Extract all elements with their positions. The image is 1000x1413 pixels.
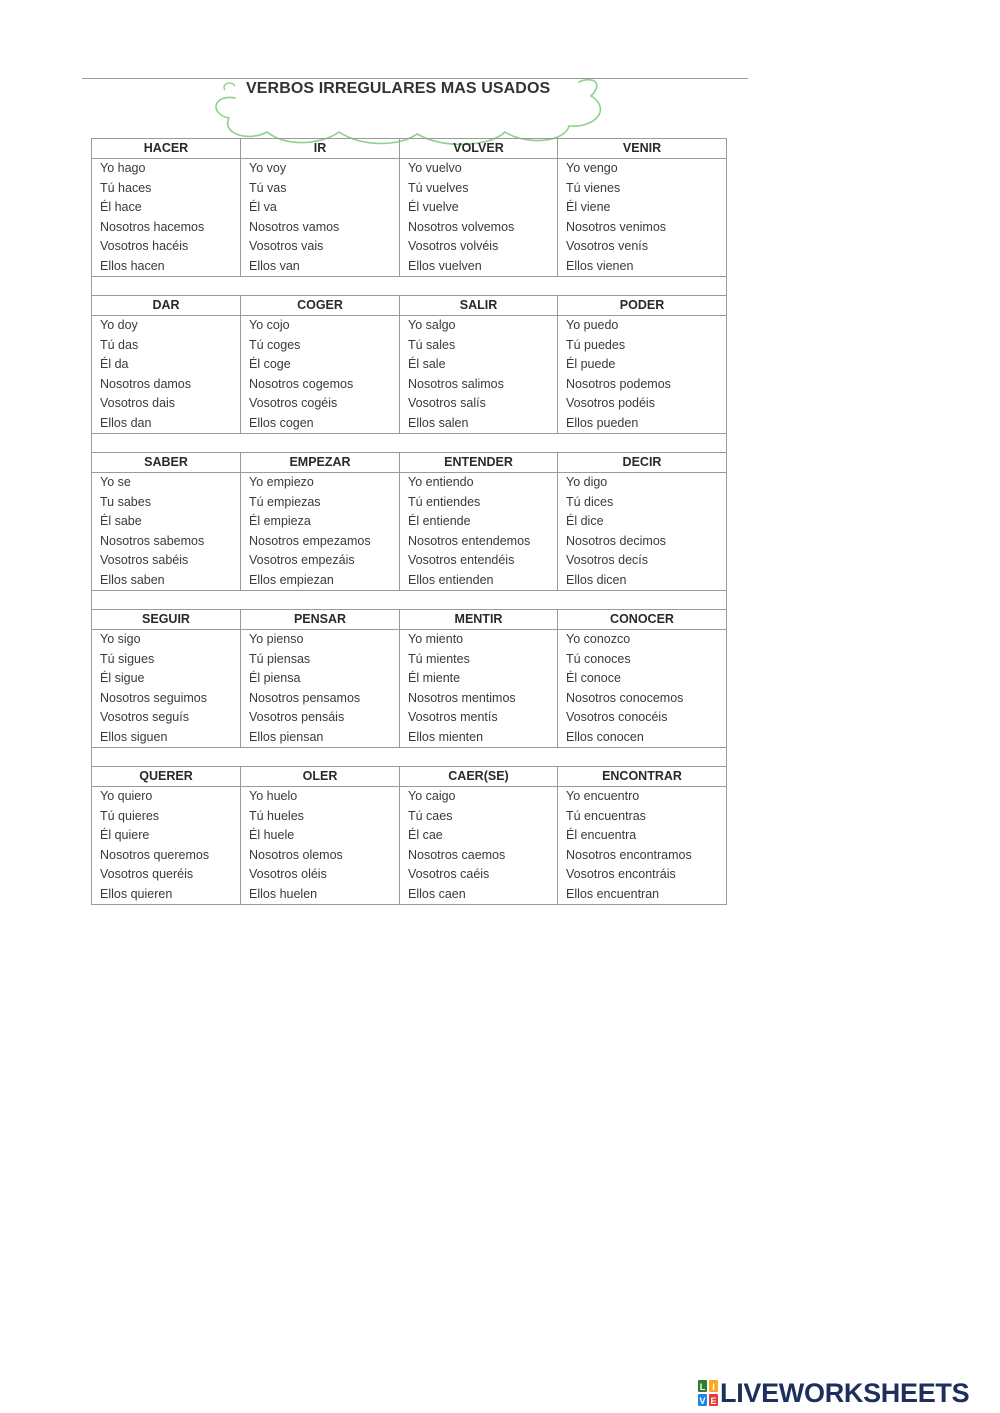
conjugation-cell: Yo miento — [400, 630, 558, 650]
conjugation-cell: Vosotros venís — [558, 237, 727, 257]
conjugation-row — [92, 571, 727, 591]
conjugation-row — [92, 807, 727, 827]
conjugation-cell: Tú hueles — [241, 807, 400, 827]
conjugation-cell: Ellos empiezan — [241, 571, 400, 591]
conjugation-cell: Ellos mienten — [400, 728, 558, 748]
conjugation-cell: Tú mientes — [400, 650, 558, 670]
conjugation-cell: Él conoce — [558, 669, 727, 689]
conjugation-cell: Vosotros volvéis — [400, 237, 558, 257]
conjugation-row — [92, 826, 727, 846]
conjugation-cell: Ellos huelen — [241, 885, 400, 905]
conjugation-cell: Él entiende — [400, 512, 558, 532]
verb-heading: COGER — [241, 296, 400, 316]
conjugation-cell: Tú sales — [400, 336, 558, 356]
liveworksheets-logo-icon — [697, 1379, 719, 1407]
conjugation-cell: Él puede — [558, 355, 727, 375]
conjugation-cell: Vosotros oléis — [241, 865, 400, 885]
irregular-verbs-table — [91, 138, 727, 905]
conjugation-cell: Tú sigues — [92, 650, 241, 670]
page-title: VERBOS IRREGULARES MAS USADOS — [246, 80, 551, 97]
conjugation-cell: Ellos dicen — [558, 571, 727, 591]
conjugation-cell: Tú haces — [92, 179, 241, 199]
svg-text:V: V — [699, 1396, 706, 1406]
conjugation-cell: Ellos quieren — [92, 885, 241, 905]
conjugation-cell: Ellos saben — [92, 571, 241, 591]
conjugation-row — [92, 551, 727, 571]
conjugation-cell: Tú empiezas — [241, 493, 400, 513]
conjugation-row — [92, 237, 727, 257]
conjugation-cell: Ellos dan — [92, 414, 241, 434]
conjugation-cell: Vosotros mentís — [400, 708, 558, 728]
svg-text:I: I — [712, 1382, 715, 1392]
conjugation-row — [92, 885, 727, 905]
conjugation-cell: Yo sigo — [92, 630, 241, 650]
conjugation-cell: Él da — [92, 355, 241, 375]
verb-heading: DAR — [92, 296, 241, 316]
conjugation-cell: Nosotros caemos — [400, 846, 558, 866]
verb-heading: VENIR — [558, 139, 727, 159]
conjugation-cell: Él hace — [92, 198, 241, 218]
conjugation-cell: Vosotros empezáis — [241, 551, 400, 571]
conjugation-cell: Yo puedo — [558, 316, 727, 336]
spacer-row — [92, 434, 727, 453]
conjugation-row — [92, 865, 727, 885]
conjugation-cell: Él empieza — [241, 512, 400, 532]
conjugation-cell: Él miente — [400, 669, 558, 689]
conjugation-cell: Él piensa — [241, 669, 400, 689]
conjugation-row — [92, 316, 727, 336]
spacer-row — [92, 591, 727, 610]
conjugation-cell: Yo pienso — [241, 630, 400, 650]
conjugation-row — [92, 512, 727, 532]
conjugation-cell: Tú entiendes — [400, 493, 558, 513]
conjugation-cell: Vosotros pensáis — [241, 708, 400, 728]
verb-header-row — [92, 610, 727, 630]
conjugation-cell: Él sabe — [92, 512, 241, 532]
conjugation-row — [92, 473, 727, 493]
conjugation-cell: Él dice — [558, 512, 727, 532]
conjugation-row — [92, 728, 727, 748]
conjugation-cell: Yo empiezo — [241, 473, 400, 493]
conjugation-cell: Ellos van — [241, 257, 400, 277]
conjugation-cell: Yo quiero — [92, 787, 241, 807]
conjugation-row — [92, 787, 727, 807]
spacer-cell — [92, 591, 727, 610]
conjugation-row — [92, 630, 727, 650]
verb-heading: DECIR — [558, 453, 727, 473]
conjugation-cell: Nosotros empezamos — [241, 532, 400, 552]
conjugation-cell: Nosotros cogemos — [241, 375, 400, 395]
conjugation-cell: Ellos cogen — [241, 414, 400, 434]
conjugation-cell: Ellos piensan — [241, 728, 400, 748]
conjugation-cell: Nosotros vamos — [241, 218, 400, 238]
conjugation-cell: Ellos salen — [400, 414, 558, 434]
conjugation-row — [92, 257, 727, 277]
conjugation-row — [92, 179, 727, 199]
verb-header-row — [92, 139, 727, 159]
conjugation-cell: Nosotros hacemos — [92, 218, 241, 238]
verb-header-row — [92, 296, 727, 316]
verb-heading: SALIR — [400, 296, 558, 316]
conjugation-cell: Yo vengo — [558, 159, 727, 179]
conjugation-cell: Ellos encuentran — [558, 885, 727, 905]
conjugation-row — [92, 414, 727, 434]
conjugation-row — [92, 650, 727, 670]
verb-heading: VOLVER — [400, 139, 558, 159]
verb-heading: ENCONTRAR — [558, 767, 727, 787]
conjugation-row — [92, 708, 727, 728]
conjugation-cell: Él cae — [400, 826, 558, 846]
conjugation-cell: Vosotros cogéis — [241, 394, 400, 414]
conjugation-cell: Vosotros caéis — [400, 865, 558, 885]
conjugation-row — [92, 375, 727, 395]
spacer-cell — [92, 434, 727, 453]
conjugation-cell: Yo voy — [241, 159, 400, 179]
verb-heading: CONOCER — [558, 610, 727, 630]
conjugation-cell: Tú vienes — [558, 179, 727, 199]
conjugation-cell: Vosotros dais — [92, 394, 241, 414]
verb-heading: SABER — [92, 453, 241, 473]
conjugation-cell: Nosotros queremos — [92, 846, 241, 866]
conjugation-cell: Ellos vienen — [558, 257, 727, 277]
conjugation-row — [92, 493, 727, 513]
conjugation-cell: Vosotros entendéis — [400, 551, 558, 571]
conjugation-cell: Yo conozco — [558, 630, 727, 650]
verb-heading: QUERER — [92, 767, 241, 787]
conjugation-cell: Yo entiendo — [400, 473, 558, 493]
conjugation-cell: Vosotros hacéis — [92, 237, 241, 257]
verb-heading: SEGUIR — [92, 610, 241, 630]
conjugation-cell: Ellos vuelven — [400, 257, 558, 277]
conjugation-cell: Nosotros seguimos — [92, 689, 241, 709]
conjugation-cell: Ellos pueden — [558, 414, 727, 434]
verb-heading: OLER — [241, 767, 400, 787]
conjugation-cell: Vosotros seguís — [92, 708, 241, 728]
conjugation-cell: Vosotros encontráis — [558, 865, 727, 885]
conjugation-row — [92, 355, 727, 375]
conjugation-cell: Nosotros podemos — [558, 375, 727, 395]
verb-header-row — [92, 767, 727, 787]
conjugation-cell: Nosotros salimos — [400, 375, 558, 395]
verb-header-row — [92, 453, 727, 473]
conjugation-cell: Ellos entienden — [400, 571, 558, 591]
verb-heading: MENTIR — [400, 610, 558, 630]
conjugation-cell: Tú puedes — [558, 336, 727, 356]
spacer-row — [92, 748, 727, 767]
conjugation-cell: Él sigue — [92, 669, 241, 689]
conjugation-row — [92, 218, 727, 238]
conjugation-cell: Vosotros salís — [400, 394, 558, 414]
conjugation-cell: Nosotros damos — [92, 375, 241, 395]
conjugation-cell: Nosotros sabemos — [92, 532, 241, 552]
conjugation-row — [92, 846, 727, 866]
conjugation-cell: Ellos conocen — [558, 728, 727, 748]
conjugation-cell: Él huele — [241, 826, 400, 846]
conjugation-cell: Tú conoces — [558, 650, 727, 670]
conjugation-cell: Tú vuelves — [400, 179, 558, 199]
conjugation-cell: Él va — [241, 198, 400, 218]
conjugation-cell: Yo se — [92, 473, 241, 493]
conjugation-cell: Nosotros olemos — [241, 846, 400, 866]
conjugation-cell: Tú piensas — [241, 650, 400, 670]
verb-heading: PENSAR — [241, 610, 400, 630]
conjugation-cell: Nosotros entendemos — [400, 532, 558, 552]
conjugation-row — [92, 394, 727, 414]
conjugation-cell: Él coge — [241, 355, 400, 375]
conjugation-cell: Yo cojo — [241, 316, 400, 336]
conjugation-cell: Yo doy — [92, 316, 241, 336]
conjugation-cell: Yo salgo — [400, 316, 558, 336]
conjugation-cell: Yo vuelvo — [400, 159, 558, 179]
conjugation-row — [92, 532, 727, 552]
spacer-row — [92, 277, 727, 296]
conjugation-cell: Yo digo — [558, 473, 727, 493]
conjugation-cell: Tú coges — [241, 336, 400, 356]
verb-heading: HACER — [92, 139, 241, 159]
conjugation-cell: Nosotros conocemos — [558, 689, 727, 709]
conjugation-cell: Nosotros decimos — [558, 532, 727, 552]
verb-heading: CAER(SE) — [400, 767, 558, 787]
conjugation-row — [92, 336, 727, 356]
conjugation-cell: Él sale — [400, 355, 558, 375]
svg-text:E: E — [710, 1396, 717, 1406]
liveworksheets-brand — [697, 1378, 969, 1408]
conjugation-cell: Vosotros podéis — [558, 394, 727, 414]
conjugation-cell: Ellos siguen — [92, 728, 241, 748]
brand-wordmark: LIVEWORKSHEETS — [720, 1377, 970, 1408]
conjugation-cell: Tu sabes — [92, 493, 241, 513]
conjugation-cell: Vosotros conocéis — [558, 708, 727, 728]
conjugation-cell: Él viene — [558, 198, 727, 218]
conjugation-cell: Él quiere — [92, 826, 241, 846]
conjugation-row — [92, 159, 727, 179]
conjugation-row — [92, 689, 727, 709]
conjugation-cell: Nosotros mentimos — [400, 689, 558, 709]
conjugation-cell: Yo caigo — [400, 787, 558, 807]
conjugation-cell: Yo huelo — [241, 787, 400, 807]
conjugation-cell: Él encuentra — [558, 826, 727, 846]
conjugation-cell: Nosotros pensamos — [241, 689, 400, 709]
conjugation-cell: Tú quieres — [92, 807, 241, 827]
conjugation-cell: Nosotros encontramos — [558, 846, 727, 866]
conjugation-cell: Vosotros queréis — [92, 865, 241, 885]
conjugation-cell: Nosotros venimos — [558, 218, 727, 238]
conjugation-cell: Yo hago — [92, 159, 241, 179]
conjugation-cell: Tú vas — [241, 179, 400, 199]
spacer-cell — [92, 748, 727, 767]
spacer-cell — [92, 277, 727, 296]
conjugation-row — [92, 669, 727, 689]
verb-heading: EMPEZAR — [241, 453, 400, 473]
conjugation-cell: Él vuelve — [400, 198, 558, 218]
conjugation-cell: Yo encuentro — [558, 787, 727, 807]
conjugation-cell: Tú encuentras — [558, 807, 727, 827]
conjugation-cell: Vosotros decís — [558, 551, 727, 571]
conjugation-cell: Ellos hacen — [92, 257, 241, 277]
conjugation-cell: Ellos caen — [400, 885, 558, 905]
conjugation-row — [92, 198, 727, 218]
verb-heading: IR — [241, 139, 400, 159]
conjugation-cell: Nosotros volvemos — [400, 218, 558, 238]
conjugation-cell: Vosotros vais — [241, 237, 400, 257]
verb-heading: ENTENDER — [400, 453, 558, 473]
svg-text:L: L — [699, 1382, 706, 1392]
verb-heading: PODER — [558, 296, 727, 316]
conjugation-cell: Tú dices — [558, 493, 727, 513]
conjugation-cell: Tú caes — [400, 807, 558, 827]
conjugation-cell: Tú das — [92, 336, 241, 356]
conjugation-cell: Vosotros sabéis — [92, 551, 241, 571]
